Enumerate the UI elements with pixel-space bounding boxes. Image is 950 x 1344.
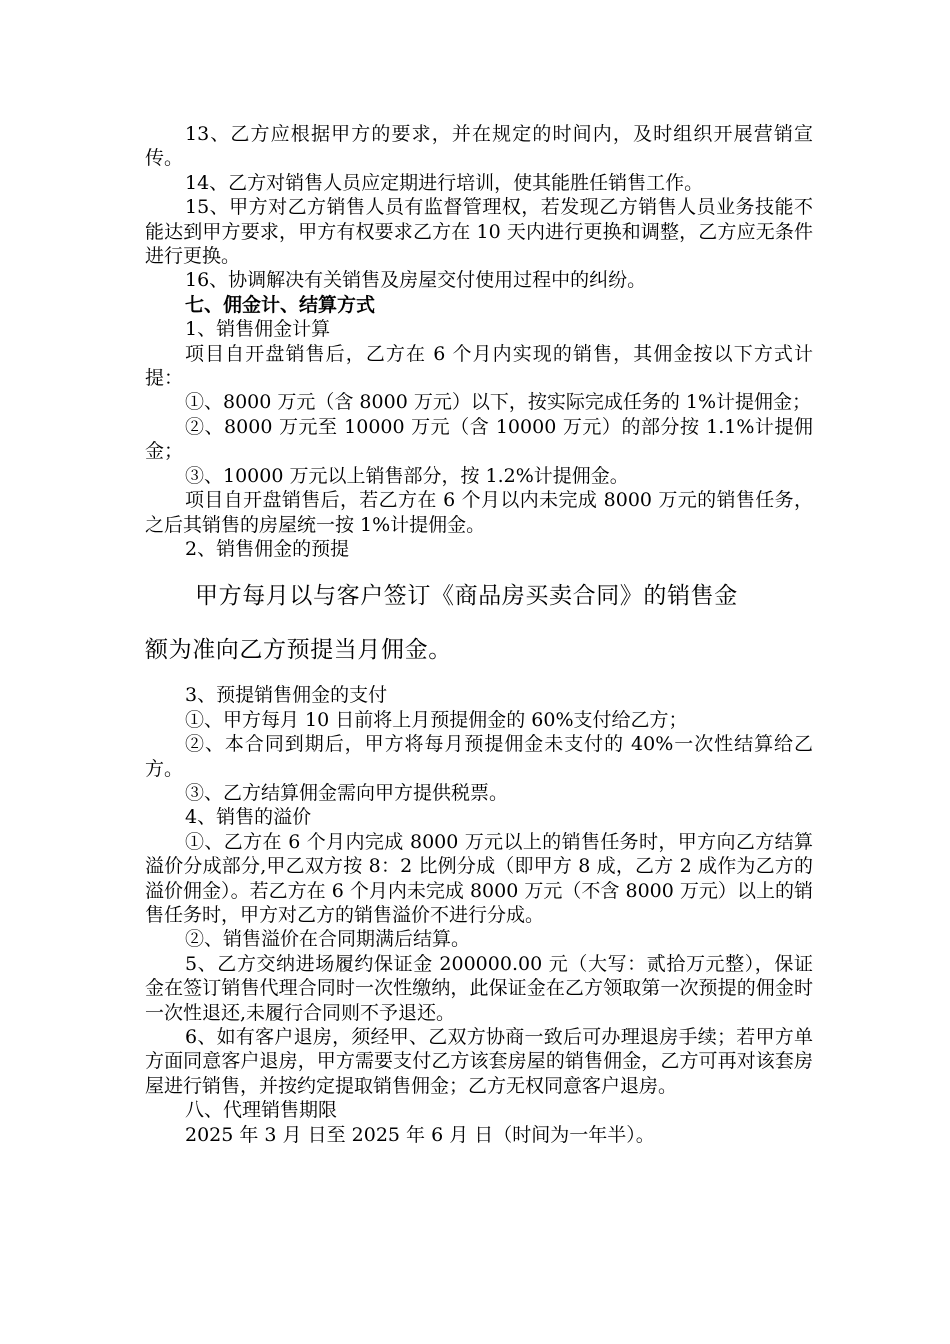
subsection-1-item-3: ③、10000 万元以上销售部分，按 1.2%计提佣金。	[185, 464, 629, 487]
subsection-1-body: 项目自开盘销售后，乙方在 6 个月内实现的销售，其佣金按以下方式计提：	[145, 342, 813, 390]
subsection-3-item-3: ③、乙方结算佣金需向甲方提供税票。	[185, 781, 509, 804]
subsection-1-tail: 项目自开盘销售后，若乙方在 6 个月以内未完成 8000 万元的销售任务，之后其销售的房屋统一按 1%计提佣金。	[145, 489, 813, 536]
subsection-1-title: 1、销售佣金计算	[185, 318, 331, 341]
subsection-3-item-2: ②、本合同到期后，甲方将每月预提佣金未支付的 40%一次性结算给乙方。	[145, 733, 813, 780]
clause-15: 15、甲方对乙方销售人员有监督管理权，若发现乙方销售人员业务技能不能达到甲方要求，甲方有权要求乙方在 10 天内进行更换和调整，乙方应无条件进行更换。	[145, 196, 813, 268]
subsection-2-title: 2、销售佣金的预提	[185, 537, 350, 560]
subsection-4-item-1: ①、乙方在 6 个月内完成 8000 万元以上的销售任务时，甲方向乙方结算溢价分成部分,甲乙双方按 8：2 比例分成（即甲方 8 成，乙方 2 成作为乙方的溢价佣金）。若乙方在 6 个月内未完成 8000 万元（不含 8000 万元）以上的销售任务时，甲方对乙方的销售溢价不进行分成。	[145, 830, 813, 926]
clause-16: 16、协调解决有关销售及房屋交付使用过程中的纠纷。	[185, 269, 647, 292]
subsection-1-item-2: ②、8000 万元至 10000 万元（含 10000 万元）的部分按 1.1%计提佣金；	[145, 415, 813, 463]
document-page	[145, 122, 813, 1147]
subsection-4-item-2: ②、销售溢价在合同期满后结算。	[185, 928, 471, 951]
clause-14: 14、乙方对销售人员应定期进行培训，使其能胜任销售工作。	[185, 171, 704, 194]
subsection-3-title: 3、预提销售佣金的支付	[185, 684, 388, 707]
subsection-6: 6、如有客户退房，须经甲、乙双方协商一致后可办理退房手续；若甲方单方面同意客户退房，甲方需要支付乙方该套房屋的销售佣金，乙方可再对该套房屋进行销售，并按约定提取销售佣金；乙方无权同意客户退房。	[145, 1026, 813, 1097]
subsection-5: 5、乙方交纳进场履约保证金 200000.00 元（大写：贰拾万元整），保证金在签订销售代理合同时一次性缴纳，此保证金在乙方领取第一次预提的佣金时一次性退还,未履行合同则不予退还。	[145, 952, 813, 1024]
section-heading-7: 七、佣金计、结算方式	[185, 293, 376, 316]
subsection-2-body-line-1: 甲方每月以与客户签订《商品房买卖合同》的销售金	[195, 583, 738, 610]
section-heading-8: 八、代理销售期限	[185, 1099, 338, 1122]
subsection-4-title: 4、销售的溢价	[185, 806, 312, 829]
subsection-2-body-line-2: 额为准向乙方预提当月佣金。	[145, 637, 452, 664]
subsection-3-item-1: ①、甲方每月 10 日前将上月预提佣金的 60%支付给乙方；	[185, 708, 688, 731]
clause-13: 13、乙方应根据甲方的要求，并在规定的时间内，及时组织开展营销宣传。	[145, 123, 813, 170]
subsection-1-item-1: ①、8000 万元（含 8000 万元）以下，按实际完成任务的 1%计提佣金；	[185, 391, 812, 414]
section-8-body: 2025 年 3 月 日至 2025 年 6 月 日（时间为一年半）。	[185, 1123, 655, 1146]
